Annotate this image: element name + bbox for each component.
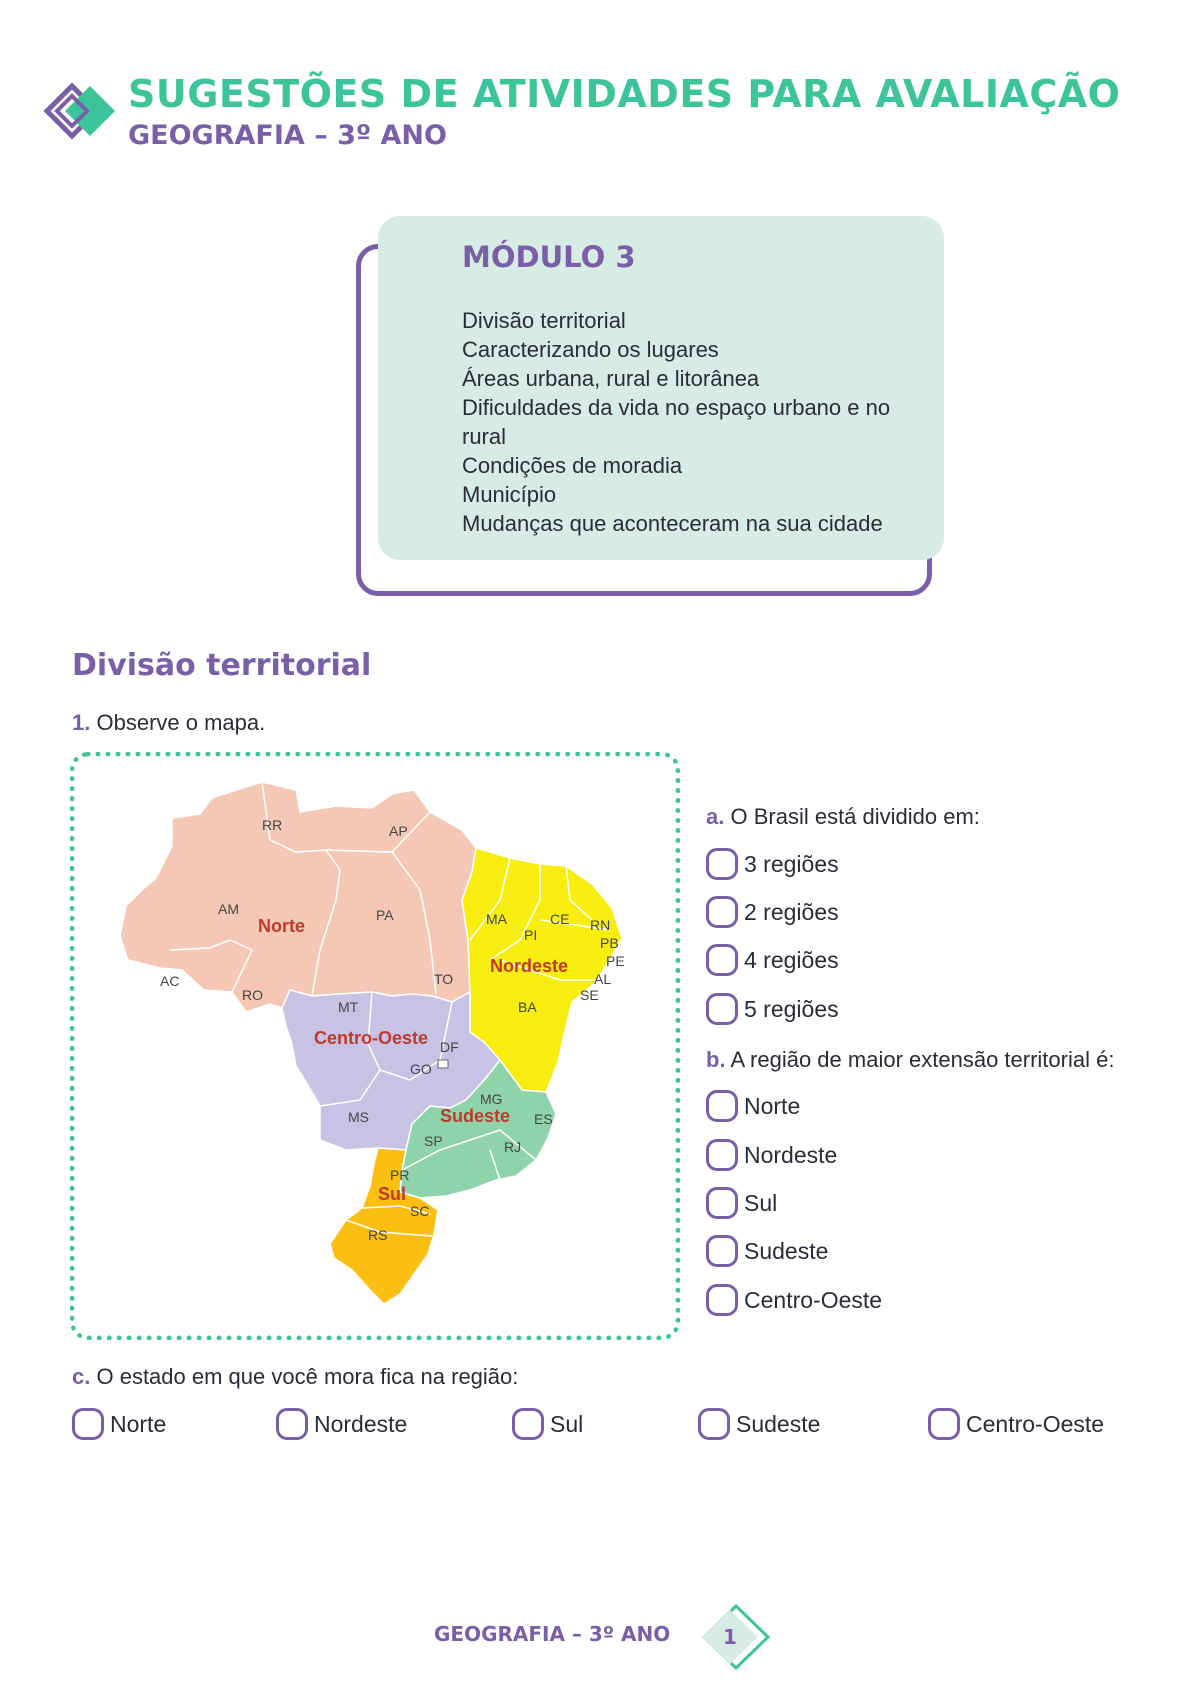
option-label: Norte [110,1410,167,1437]
option-label: 5 regiões [744,995,839,1022]
state-label: MG [480,1091,503,1107]
option-label: Nordeste [744,1141,838,1168]
question-c [72,1364,518,1390]
option-label: Sudeste [744,1237,829,1264]
state-label: RN [590,917,611,933]
state-label: AM [218,901,239,917]
question-letter: a. [706,804,725,829]
question-text: O Brasil está dividido em: [730,804,980,829]
option-label: Sudeste [736,1410,821,1437]
state-label: BA [518,999,537,1015]
page-number: 1 [723,1625,737,1649]
state-label: GO [410,1061,432,1077]
module-title: MÓDULO 3 [462,240,636,274]
region-label: Centro-Oeste [314,1028,429,1048]
checkbox[interactable] [706,896,738,928]
option-qc-norte[interactable] [72,1408,166,1440]
question-1 [72,710,265,736]
page-subtitle: GEOGRAFIA – 3º ANO [128,120,447,151]
question-text: O estado em que você mora fica na região: [96,1364,519,1389]
question-b [706,1047,1114,1073]
state-label: CE [550,911,570,927]
option-label: Sul [550,1410,584,1437]
option-qa-3-regioes[interactable] [706,848,839,880]
checkbox[interactable] [706,1090,738,1122]
state-label: PE [606,953,625,969]
option-qb-sudeste[interactable] [706,1235,828,1267]
module-topic: Dificuldades da vida no espaço urbano e no rural [462,395,891,449]
checkbox[interactable] [706,1187,738,1219]
question-letter: b. [706,1047,726,1072]
state-label: PR [390,1167,410,1183]
option-label: 4 regiões [744,946,839,973]
option-qb-norte[interactable] [706,1090,800,1122]
question-a [706,804,980,830]
state-label: PB [600,935,619,951]
option-qc-nordeste[interactable] [276,1408,407,1440]
state-label: AP [389,823,408,839]
module-topic: Caracterizando os lugares [462,337,719,362]
state-label: MA [486,911,507,927]
option-label: 3 regiões [744,850,839,877]
state-label: RR [262,817,283,833]
option-label: Norte [744,1092,801,1119]
module-topic: Município [462,482,557,507]
checkbox[interactable] [706,944,738,976]
module-topic: Áreas urbana, rural e litorânea [462,366,760,391]
state-label: MT [338,999,359,1015]
checkbox[interactable] [706,1235,738,1267]
option-qa-4-regioes[interactable] [706,944,839,976]
state-label: TO [434,971,454,987]
checkbox[interactable] [72,1408,104,1440]
state-label: RO [242,987,263,1003]
checkbox[interactable] [706,1139,738,1171]
option-label: 2 regiões [744,898,839,925]
state-label: SE [580,987,599,1003]
state-label: ES [534,1111,553,1127]
question-text: Observe o mapa. [96,710,266,735]
region-label: Sul [378,1184,407,1204]
region-label: Sudeste [440,1106,511,1126]
checkbox[interactable] [706,848,738,880]
state-label: DF [440,1039,459,1055]
diamond-logo-icon [42,80,122,142]
checkbox[interactable] [928,1408,960,1440]
region-label: Norte [258,916,306,936]
checkbox[interactable] [706,1284,738,1316]
option-qb-centro-oeste[interactable] [706,1284,882,1316]
option-label: Centro-Oeste [744,1286,883,1313]
page-number-badge-icon [692,1602,782,1672]
option-label: Nordeste [314,1410,408,1437]
option-qa-2-regioes[interactable] [706,896,839,928]
checkbox[interactable] [698,1408,730,1440]
state-label: AC [160,973,180,989]
option-qc-sul[interactable] [512,1408,583,1440]
state-label: SP [424,1133,443,1149]
option-qb-sul[interactable] [706,1187,777,1219]
state-label: SC [410,1203,430,1219]
state-label: PI [524,927,538,943]
option-qa-5-regioes[interactable] [706,993,839,1025]
page-title: SUGESTÕES DE ATIVIDADES PARA AVALIAÇÃO [128,72,1121,116]
state-label: RJ [504,1139,522,1155]
section-title: Divisão territorial [72,648,372,683]
option-label: Sul [744,1189,778,1216]
question-letter: c. [72,1364,91,1389]
footer-label: GEOGRAFIA – 3º ANO [434,1622,671,1646]
checkbox[interactable] [706,993,738,1025]
option-qc-centro-oeste[interactable] [928,1408,1104,1440]
option-label: Centro-Oeste [966,1410,1105,1437]
state-label: PA [376,907,394,923]
checkbox[interactable] [276,1408,308,1440]
state-label: MS [348,1109,369,1125]
option-qb-nordeste[interactable] [706,1139,837,1171]
question-number: 1. [72,710,91,735]
question-text: A região de maior extensão territorial é: [730,1047,1115,1072]
module-topic: Divisão territorial [462,308,626,333]
module-topic-list [462,306,932,538]
map-df-marker [438,1060,448,1068]
option-qc-sudeste[interactable] [698,1408,820,1440]
state-label: AL [594,971,612,987]
module-topic: Condições de moradia [462,453,683,478]
checkbox[interactable] [512,1408,544,1440]
state-label: RS [368,1227,388,1243]
module-topic: Mudanças que aconteceram na sua cidade [462,511,883,536]
region-label: Nordeste [490,956,569,976]
brazil-regions-map [110,775,630,1305]
